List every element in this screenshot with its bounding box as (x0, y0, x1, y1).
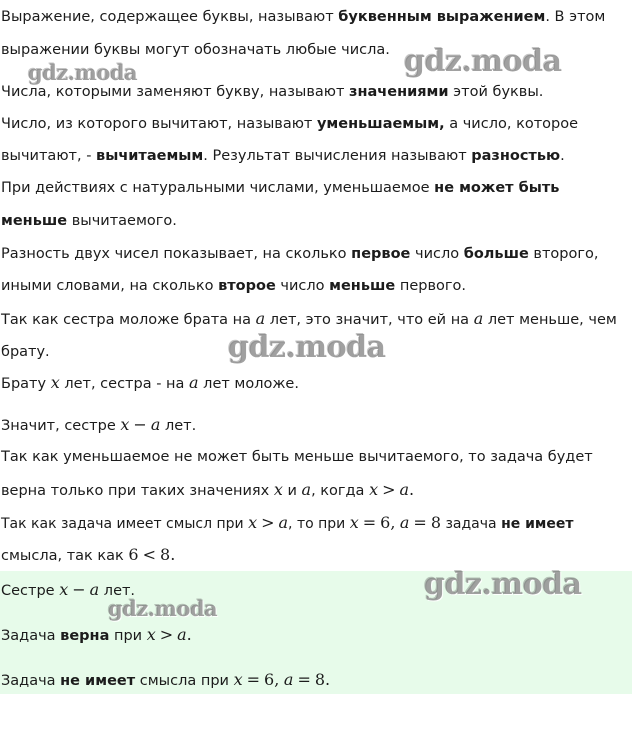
paragraph-14: Так как уменьшаемое не может быть меньше вычитаемого, то задача будет (1, 449, 593, 465)
paragraph-16: Так как задача имеет смысл при x > a, то при x = 6, a = 8 задача не имеет (1, 513, 574, 532)
answer-line-1: Сестре x − a лет. (1, 580, 136, 599)
paragraph-17: смысла, так как 6 < 8. (1, 545, 176, 564)
watermark: gdz.moda (424, 567, 582, 602)
paragraph-12: Брату x лет, сестра - на a лет моложе. (1, 373, 299, 392)
watermark: gdz.moda (404, 44, 562, 79)
watermark: gdz.moda (228, 330, 386, 365)
answer-line-2: Задача верна при x > a. (1, 625, 192, 644)
paragraph-5: вычитают, - вычитаемым. Результат вычисления называют разностью. (1, 148, 565, 164)
paragraph-1: Выражение, содержащее буквы, называют буквенным выражением. В этом (1, 9, 606, 25)
answer-line-3: Задача не имеет смысла при x = 6, a = 8. (1, 670, 331, 689)
paragraph-6: При действиях с натуральными числами, уменьшаемое не может быть (1, 180, 560, 196)
watermark: gdz.moda (28, 60, 138, 85)
paragraph-3: Числа, которыми заменяют букву, называют значениями этой буквы. (1, 84, 544, 100)
watermark: gdz.moda (108, 596, 218, 621)
paragraph-11: брату. (1, 344, 50, 360)
paragraph-7: меньше вычитаемого. (1, 213, 177, 229)
paragraph-15: верна только при таких значениях x и a, когда x > a. (1, 480, 415, 499)
paragraph-8: Разность двух чисел показывает, на сколько первое число больше второго, (1, 246, 599, 262)
paragraph-9: иными словами, на сколько второе число меньше первого. (1, 278, 466, 294)
paragraph-2: выражении буквы могут обозначать любые числа. (1, 42, 390, 58)
paragraph-10: Так как сестра моложе брата на a лет, это значит, что ей на a лет меньше, чем (1, 309, 617, 328)
paragraph-13: Значит, сестре x − a лет. (1, 415, 197, 434)
paragraph-4: Число, из которого вычитают, называют уменьшаемым, а число, которое (1, 116, 579, 132)
